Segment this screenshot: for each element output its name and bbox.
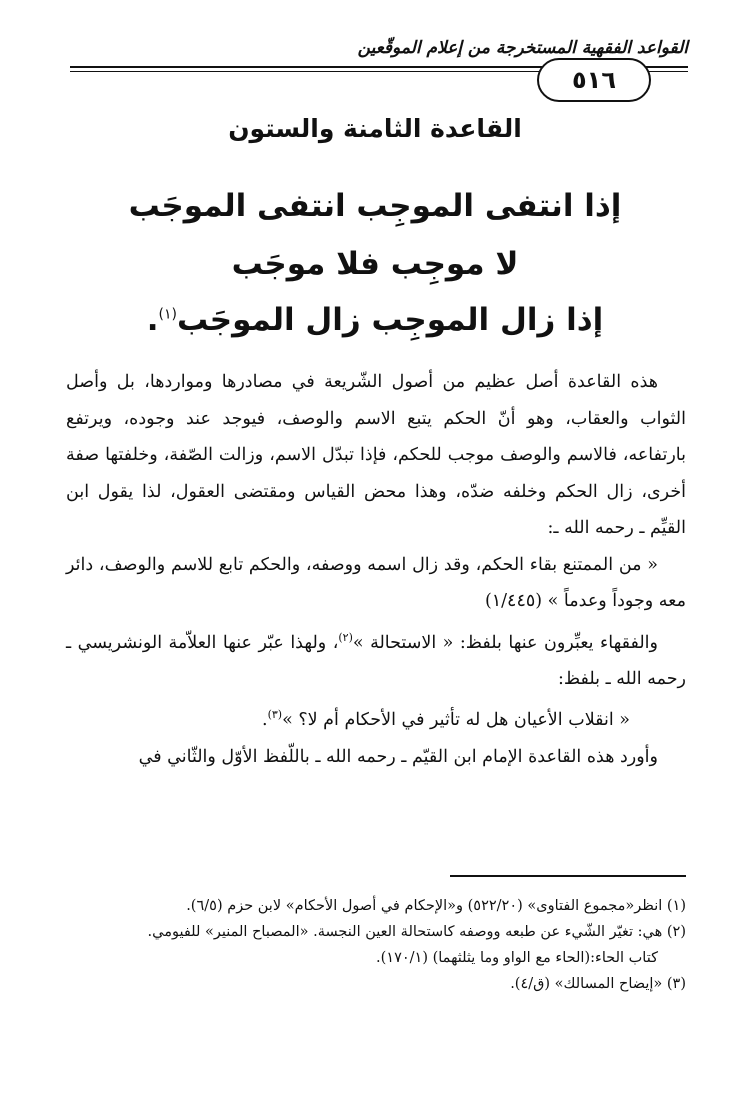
footnote-ref-1: (١) <box>158 306 177 323</box>
footnote-2-continued: كتاب الحاء:(الحاء مع الواو وما يثلثهما) (١٧٠/١). <box>376 950 658 966</box>
paragraph-2 <box>66 620 686 698</box>
footnote-2: (٢) هي: تغيّر الشّيء عن طبعه ووصفه كاستحالة العين النجسة. «المصباح المنير» للفيومي. <box>147 924 686 940</box>
page-number: ٥١٦ <box>572 66 616 94</box>
maxim-line-3-text: إذا زال الموجِب زال الموجَب <box>176 302 604 338</box>
paragraph-2-end: ، ولهذا عبّر عنها العلاّمة الونشريسي ـ رحمه الله ـ بلفظ: <box>66 632 686 689</box>
quote-2 <box>66 697 686 738</box>
body-text <box>66 364 686 775</box>
maxim-line-2: لا موجِب فلا موجَب <box>231 246 519 282</box>
quote-1: « من الممتنع بقاء الحكم، وقد زال اسمه ووصفه، والحكم تابع للاسم والوصف، دائر معه وجوداً وعدماً » (١/٤٤٥) <box>66 554 686 611</box>
page-number-badge <box>537 58 651 102</box>
maxim-line-3 <box>60 302 690 338</box>
footnote-ref-3: (٣) <box>267 708 283 722</box>
maxim-end: . <box>146 302 159 338</box>
quote-2-text: « انقلاب الأعيان هل له تأثير في الأحكام أم لا؟ » <box>282 710 630 731</box>
running-title: القواعد الفقهية المستخرجة من إعلام الموقّعين <box>357 38 688 58</box>
footnote-3: (٣) «إيضاح المسالك» (ق/٤). <box>510 976 686 992</box>
footnote-ref-2: (٢) <box>338 630 353 644</box>
paragraph-2-start: والفقهاء يعبِّرون عنها بلفظ: « الاستحالة » <box>352 632 658 653</box>
paragraph-3: وأورد هذه القاعدة الإمام ابن القيّم ـ رحمه الله ـ باللّفظ الأوّل والثّاني في <box>138 746 658 767</box>
quote-2-end: . <box>261 710 268 731</box>
rule-title: القاعدة الثامنة والستون <box>228 114 522 143</box>
footnote-1: (١) انظر«مجموع الفتاوى» (٥٢٢/٢٠) و«الإحكام في أصول الأحكام» لابن حزم (٦/٥). <box>186 898 686 914</box>
footnote-separator <box>450 875 686 877</box>
footnotes <box>66 893 686 997</box>
paragraph-1: هذه القاعدة أصل عظيم من أصول الشّريعة في مصادرها ومواردها، بل وأصل الثواب والعقاب، وهو أنّ الحكم يتبع الاسم والوصف، فيوجد عند وجوده، ويرتفع بارتفاعه، فالاسم والوصف موجب للحكم، فإذا تبدّل الاسم، وزالت الصّفة، وخلفتها صفة أخرى، زال الحكم وخلفه ضدّه، وهذا محض القياس ومقتضى العقول، لذا يقول ابن القيِّم ـ رحمه الله ـ: <box>66 372 686 538</box>
maxim-line-1: إذا انتفى الموجِب انتفى الموجَب <box>128 188 622 224</box>
